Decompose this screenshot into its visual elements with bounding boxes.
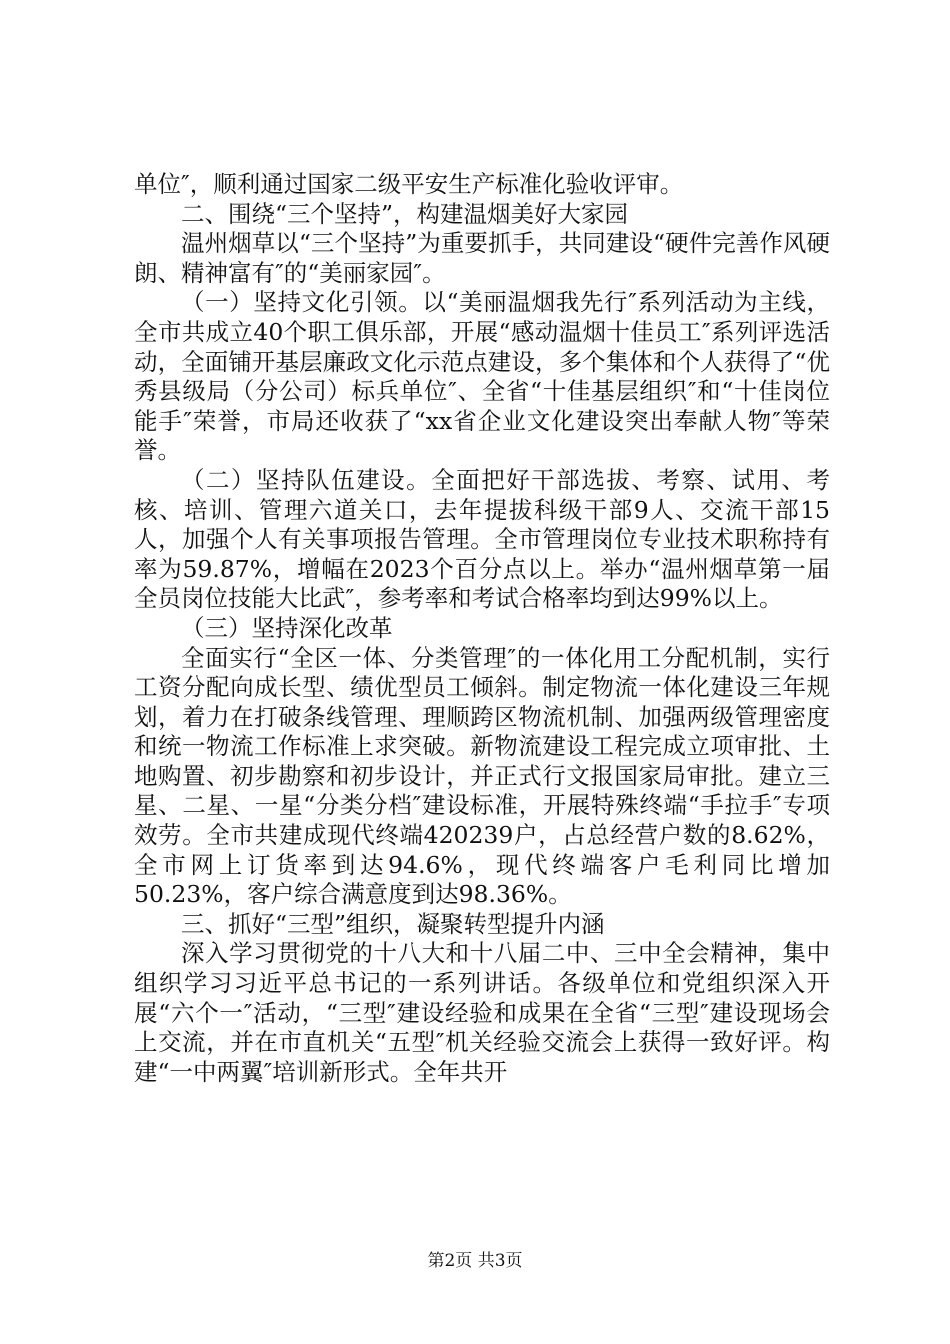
page-number: 第2页 共3页 <box>427 1251 523 1271</box>
paragraph-culture: （一）坚持文化引领。以“美丽温烟我先行″系列活动为主线，全市共成立40个职工俱乐部，开展“感动温烟十佳员工″系列评选活动，全面铺开基层廉政文化示范点建设，多个集体和个人获得了“优秀县级局（分公司）标兵单位″、全省“十佳基层组织″和“十佳岗位能手″荣誉，市局还收获了“xx省企业文化建设突出奉献人物″等荣誉。 <box>134 288 830 465</box>
paragraph-reform: 全面实行“全区一体、分类管理″的一体化用工分配机制，实行工资分配向成长型、绩优型员工倾斜。制定物流一体化建设三年规划，着力在打破条线管理、理顺跨区物流机制、加强两级管理密度和统一物流工作标准上求突破。新物流建设工程完成立项审批、土地购置、初步勘察和初步设计，并正式行文报国家局审批。建立三星、二星、一星“分类分档″建设标准，开展特殊终端“手拉手″专项效劳。全市共建成现代终端420239户，占总经营户数的8.62%，全市网上订货率到达94.6%，现代终端客户毛利同比增加50.23%，客户综合满意度到达98.36%。 <box>134 643 830 909</box>
paragraph-1: 单位″，顺利通过国家二级平安生产标准化验收评审。 <box>134 170 684 198</box>
heading-reform: （三）坚持深化改革 <box>181 613 393 642</box>
paragraph-2: 温州烟草以“三个坚持”为重要抓手，共同建设“硬件完善作风硬朗、精神富有″的“美丽家园″。 <box>134 229 830 287</box>
paragraph-study: 深入学习贯彻党的十八大和十八届二中、三中全会精神，集中组织学习习近平总书记的一系列讲话。各级单位和党组织深入开展“六个一″活动，“三型″建设经验和成果在全省“三型″建设现场会上交流，并在市直机关“五型″机关经验交流会上获得一致好评。构建“一中两翼″培训新形式。全年共开 <box>134 939 830 1086</box>
document-body <box>134 170 830 1087</box>
paragraph-team: （二）坚持队伍建设。全面把好干部选拔、考察、试用、考核、培训、管理六道关口，去年提拔科级干部9人、交流干部15人，加强个人有关事项报告管理。全市管理岗位专业技术职称持有率为59.87%，增幅在2023个百分点以上。举办“温州烟草第一届全员岗位技能大比武″，参考率和考试合格率均到达99%以上。 <box>134 465 830 613</box>
heading-section-3: 三、抓好“三型”组织，凝聚转型提升内涵 <box>181 909 605 938</box>
heading-section-2: 二、围绕“三个坚持”，构建温烟美好大家园 <box>181 199 629 228</box>
